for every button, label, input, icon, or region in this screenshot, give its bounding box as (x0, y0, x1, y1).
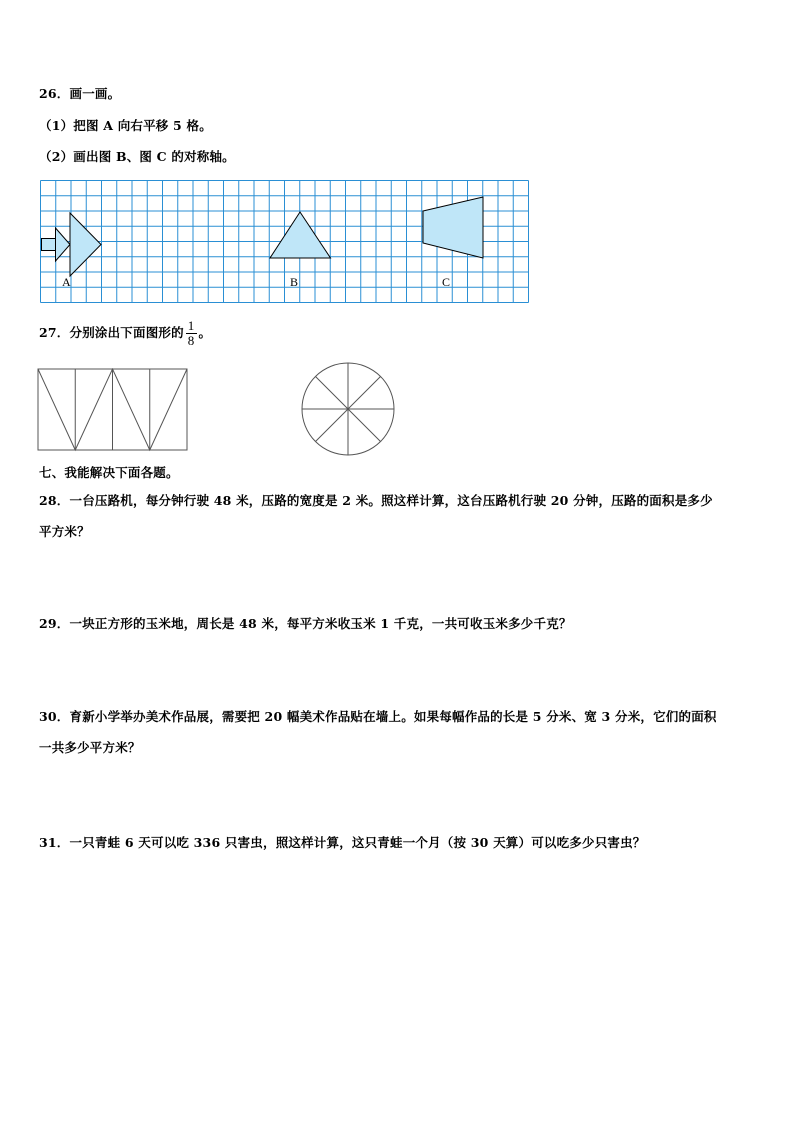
fraction-denominator: 8 (187, 333, 195, 348)
q27-text-after: 。 (198, 325, 212, 340)
q31-line1: 31．一只青蛙 6 天可以吃 336 只害虫，照这样计算，这只青蛙一个月（按 30 天算）可以吃多少只害虫？ (39, 835, 646, 850)
figure-c (423, 197, 483, 258)
circle-eighths-figure (300, 361, 396, 457)
q30-line1: 30．育新小学举办美术作品展，需要把 20 幅美术作品贴在墙上。如果每幅作品的长是 5 分米、宽 3 分米，它们的面积 (39, 709, 717, 724)
figure-a (42, 213, 102, 276)
q29-line1: 29．一块正方形的玉米地，周长是 48 米，每平方米收玉米 1 千克，一共可收玉米多少千克？ (39, 616, 572, 631)
q28-line2: 平方米？ (39, 524, 90, 539)
figure-b (270, 212, 331, 258)
rectangle-triangles-figure (37, 368, 189, 452)
label-b: B (290, 275, 299, 289)
q30-line2: 一共多少平方米？ (39, 740, 141, 755)
q27-text-before: 27．分别涂出下面图形的 (39, 325, 184, 340)
fraction-one-eighth (186, 319, 197, 348)
section7-title: 七、我能解决下面各题。 (39, 465, 179, 480)
q27-question (39, 319, 211, 348)
q28-line1: 28．一台压路机，每分钟行驶 48 米，压路的宽度是 2 米。照这样计算，这台压路机行驶 20 分钟，压路的面积是多少 (39, 493, 713, 508)
q26-title: 26．画一画。 (39, 86, 121, 101)
label-c: C (442, 275, 451, 289)
grid-figure (40, 180, 532, 305)
q26-part1: （1）把图 A 向右平移 5 格。 (39, 118, 212, 133)
label-a: A (62, 275, 71, 289)
fraction-numerator: 1 (187, 318, 195, 333)
q26-part2: （2）画出图 B、图 C 的对称轴。 (39, 149, 235, 164)
